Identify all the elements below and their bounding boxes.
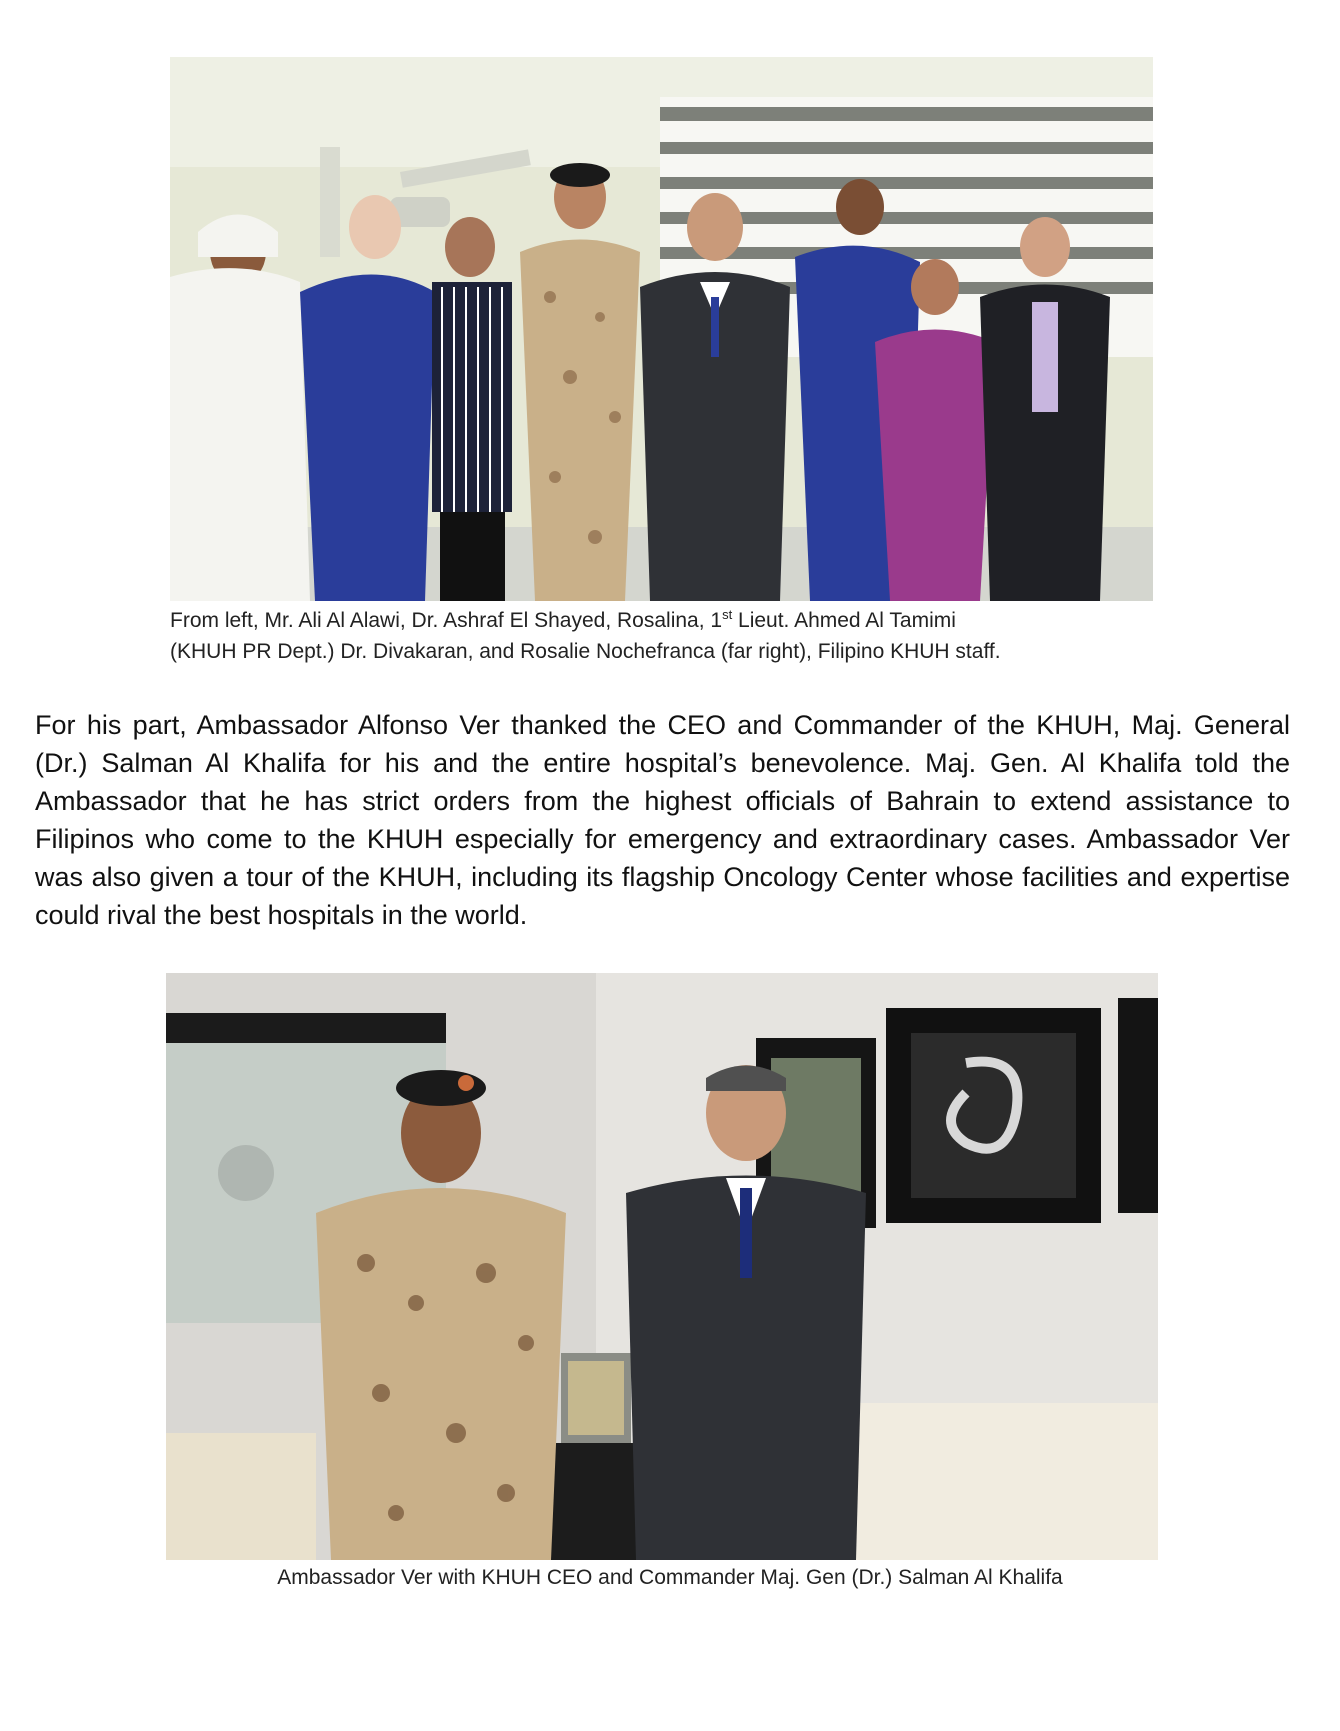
group-photo — [170, 57, 1153, 601]
caption-1-line-1 — [170, 609, 956, 632]
caption-1-superscript: st — [722, 607, 733, 622]
article-paragraph: For his part, Ambassador Alfonso Ver thanked the CEO and Commander of the KHUH, Maj. General (Dr.) Salman Al Khalifa for his and the entire hospital’s benevolence. Maj. Gen. Al Khalifa told the Ambassador that he has strict orders from the highest officials of Bahrain to extend assistance to Filipinos who come to the KHUH especially for emergency and extraordinary cases. Ambassador Ver was also given a tour of the KHUH, including its flagship Oncology Center whose facilities and expertise could rival the best hospitals in the world. — [35, 710, 1290, 930]
photo-caption-2: Ambassador Ver with KHUH CEO and Commander Maj. Gen (Dr.) Salman Al Khalifa — [277, 1566, 1063, 1589]
photo-caption-1 — [170, 605, 1170, 667]
caption-1-line-2: (KHUH PR Dept.) Dr. Divakaran, and Rosalie Nochefranca (far right), Filipino KHUH staff. — [170, 640, 1001, 663]
ambassador-ceo-image — [166, 973, 1158, 1560]
ambassador-ceo-photo — [166, 973, 1158, 1560]
caption-1-text-a: From left, Mr. Ali Al Alawi, Dr. Ashraf El Shayed, Rosalina, 1 — [170, 609, 723, 632]
caption-1-text-b: Lieut. Ahmed Al Tamimi — [732, 609, 956, 632]
group-photo-image — [170, 57, 1153, 601]
